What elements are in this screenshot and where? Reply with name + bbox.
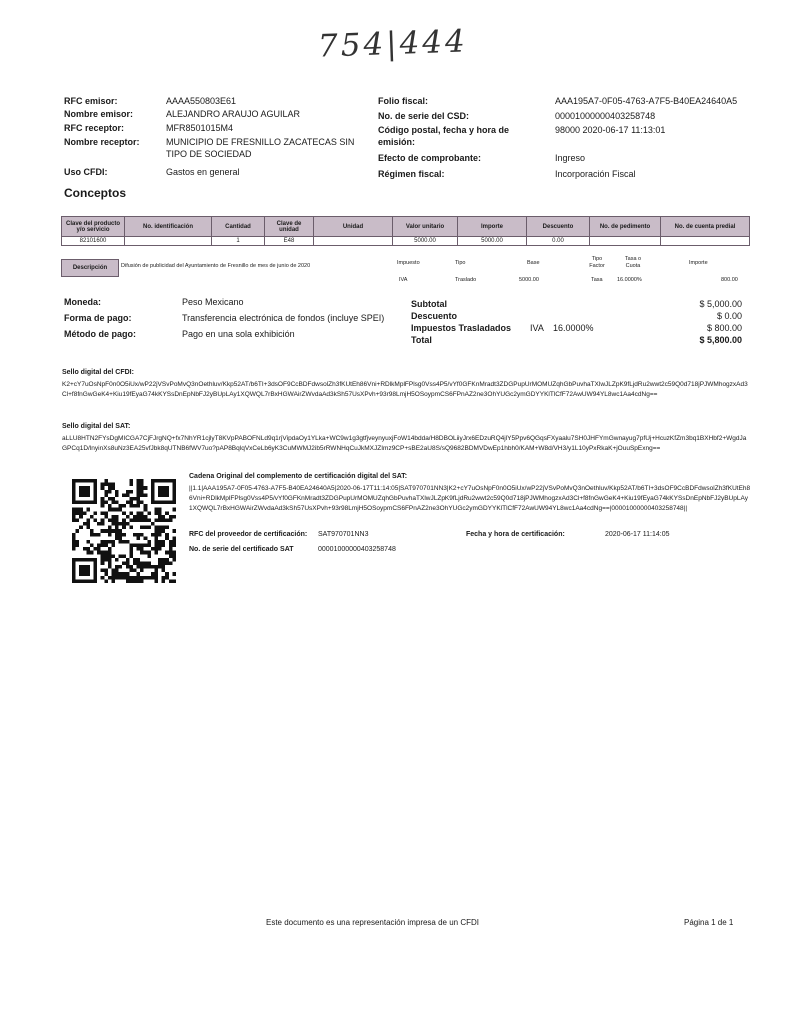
table-cell: 5000.00 [393,237,458,246]
impuesto-header: Impuesto [397,260,420,266]
table-cell: 1 [212,237,265,246]
table-cell [590,237,661,246]
rfc-proveedor-value: SAT970701NN3 [318,531,369,538]
sello-cfdi-title: Sello digital del CFDI: [62,369,134,376]
serie-csd-label: No. de serie del CSD: [378,111,470,121]
base-header: Base [527,260,540,266]
cadena-text: ||1.1|AAA195A7-0F05-4763-A7F5-B40EA24640A5|2020-06-17T11:14:05|SAT970701NN3|K2+cY7uOsNpF0n0O5iUx/wP22jVSvPoMvQ3nOethluv/Kkp52AT/b6TI+3dsOF9CcBDFdwsolZh3fKUtEh86Vni+RDlkMplFPlsg0Vss4P5/vYf0GFKnMradt3ZDGPupUrMOMUZqhGbPuvhaTXlwJLZpK9fLjdRu2wwt2c59Q0d718jPJWMhogzxAd3Cl+f8fnGwGeK4+Kiu19fEyaG74kKYSsDnEpNbFJ2yBUpLAy1XQWQL7rBxHGWAirZWvdaAd3kSh57UsXPvh+93r98LmjH5OSoypmCS6FPnAZ2ne3OhYUGc2ymGDYYKlTlCfF72AwUW94YL8wc1Aa4cdNg==|00001000000403258748|| [189,485,751,512]
tipo-header: Tipo [455,260,466,266]
table-cell [661,237,750,246]
table-cell: 5000.00 [458,237,527,246]
sello-sat-text: aLLU8HTN2FYsDgMICGA7CjFJrgNQ+fx7NhYR1cjlyT8KVpPABOFNLd9q1rjVipdaOy1YLka+WC9w1g3gtfjveynyuxjFoW14bdda/H8DBOLiiyJrx6EDzuRQ4jlY5Ppv6QGqsFXyaalu7SH0JHFYmGwnayug7pfUj+HcuzKfZm3bq1BXHbf2+WgdJaGPCq1D/lnyinXs8uNz3EA25vfJbk8qUTNB6fWV7uo?pAP8BqlqVxCeLb6yK3CuMWMJ2ib5rRWNHqCuJkMXJZImz9CP+sBE2aU8S/sQ9682BDMVDwEp1hbh0/KAM+W8d/VH3/y1L10yPxRkaK+jOuuSpExng== [62,435,747,452]
total-label: Total [411,335,432,345]
impuestos-value: $ 800.00 [706,323,742,333]
descripcion-label: Descripción [61,259,119,277]
serie-sat-value: 00001000000403258748 [318,546,396,553]
moneda-label: Moneda: [64,297,101,307]
metodo-pago-label: Método de pago: [64,329,136,339]
table-cell [314,237,393,246]
tipo-value: Traslado [455,277,477,283]
serie-csd-value: 00001000000403258748 [555,111,656,121]
moneda-value: Peso Mexicano [182,297,244,307]
qr-code [72,479,176,583]
table-header: Clave del producto y/o servicio [62,217,125,237]
cp-fecha-label-line2: emisión: [378,137,416,147]
rfc-receptor-value: MFR8501015M4 [166,123,234,133]
footer-text: Este documento es una representación impresa de un CFDI [266,918,480,927]
nombre-receptor-label: Nombre receptor: [64,137,140,147]
efecto-label: Efecto de comprobante: [378,153,482,163]
table-cell: 82101600 [62,237,125,246]
rfc-receptor-label: RFC receptor: [64,123,125,133]
fecha-certificacion-label: Fecha y hora de certificación: [466,531,565,538]
impuestos-trasladados-label: Impuestos Trasladados [411,323,512,333]
nombre-emisor-label: Nombre emisor: [64,109,134,119]
descuento-value: $ 0.00 [716,311,742,321]
table-row [62,237,750,246]
metodo-pago-value: Pago en una sola exhibición [182,329,295,339]
table-header: Importe [458,217,527,237]
descripcion-text: Difusión de publicidad del Ayuntamiento de Fresnillo de mes de junio de 2020 [121,263,311,269]
base-value: 5000.00 [519,277,539,283]
tasa-cuota-header: Tasa o Cuota [624,256,642,269]
table-header: No. de cuenta predial [661,217,750,237]
descuento-label: Descuento [411,311,458,321]
subtotal-value: $ 5,000.00 [699,299,742,309]
total-value: $ 5,800.00 [699,335,742,345]
table-header: Unidad [314,217,393,237]
regimen-label: Régimen fiscal: [378,169,445,179]
rfc-emisor-value: AAAA550803E61 [166,96,237,106]
importe-value: 800.00 [721,277,738,283]
table-header-row [62,217,750,237]
table-cell: E48 [265,237,314,246]
fecha-certificacion-value: 2020-06-17 11:14:05 [605,531,670,538]
rfc-emisor-label: RFC emisor: [64,96,118,106]
impuesto-value: IVA [399,277,408,283]
cp-fecha-label-line1: Código postal, fecha y hora de [378,125,510,135]
forma-pago-label: Forma de pago: [64,313,132,323]
serie-sat-label: No. de serie del certificado SAT [189,546,294,553]
efecto-value: Ingreso [555,153,586,163]
sello-sat-title: Sello digital del SAT: [62,423,131,430]
table-header: No. identificación [125,217,212,237]
page-number: Página 1 de 1 [684,918,734,927]
table-cell [125,237,212,246]
tasa-cuota-value: 16.0000% [617,277,642,283]
table-cell: 0.00 [527,237,590,246]
forma-pago-value: Transferencia electrónica de fondos (incluye SPEI) [182,313,385,323]
uso-cfdi-value: Gastos en general [166,167,240,177]
table-header: No. de pedimento [590,217,661,237]
handwritten-note: 754|444 [317,23,469,65]
table-header: Cantidad [212,217,265,237]
cp-fecha-value: 98000 2020-06-17 11:13:01 [555,125,666,135]
nombre-receptor-line1: MUNICIPIO DE FRESNILLO ZACATECAS SIN [166,137,355,147]
subtotal-label: Subtotal [411,299,447,309]
regimen-value: Incorporación Fiscal [555,169,636,179]
impuestos-tasa: 16.0000% [553,323,594,333]
nombre-emisor-value: ALEJANDRO ARAUJO AGUILAR [166,109,301,119]
cadena-title: Cadena Original del complemento de certificación digital del SAT: [189,473,408,480]
table-header: Valor unitario [393,217,458,237]
conceptos-table [61,216,750,246]
importe-header: Importe [689,260,708,266]
folio-fiscal-label: Folio fiscal: [378,96,429,106]
rfc-proveedor-label: RFC del proveedor de certificación: [189,531,308,538]
table-header: Descuento [527,217,590,237]
table-header: Clave de unidad [265,217,314,237]
uso-cfdi-label: Uso CFDI: [64,167,108,177]
nombre-receptor-line2: TIPO DE SOCIEDAD [166,149,252,159]
tipo-factor-value: Tasa [591,277,603,283]
folio-fiscal-value: AAA195A7-0F05-4763-A7F5-B40EA24640A5 [555,96,738,106]
descripcion-row [61,256,750,291]
conceptos-title: Conceptos [64,186,127,200]
sello-cfdi-text: K2+cY7uOsNpF0n0O5iUx/wP22jVSvPoMvQ3nOethluv/Kkp52AT/b6TI+3dsOF9CcBDFdwsolZh3fKUtEh86Vni+RDlkMplFPlsg0Vss4P5/vYf0GFKnMradt3ZDGPupUrMOMUZqhGbPuvhaTXlwJLZpK9fLjdRu2wwt2c59Q0d718jPJWMhogzxAd3Cl+f8fnGwGeK4+Kiu19fEyaG74kKYSsDnEpNbFJ2yBUpLAy1XQWQL7rBxHGWAirZWvdaAd3kSh57UsXPvh+93r98LmjH5OSoypmCS6FPnAZ2ne3OhYUGc2ymGDYYKlTlCfF72AwUW94YL8wc1Aa4cdNg== [62,381,748,398]
tipo-factor-header: Tipo Factor [589,256,605,269]
impuestos-tipo: IVA [530,323,544,333]
